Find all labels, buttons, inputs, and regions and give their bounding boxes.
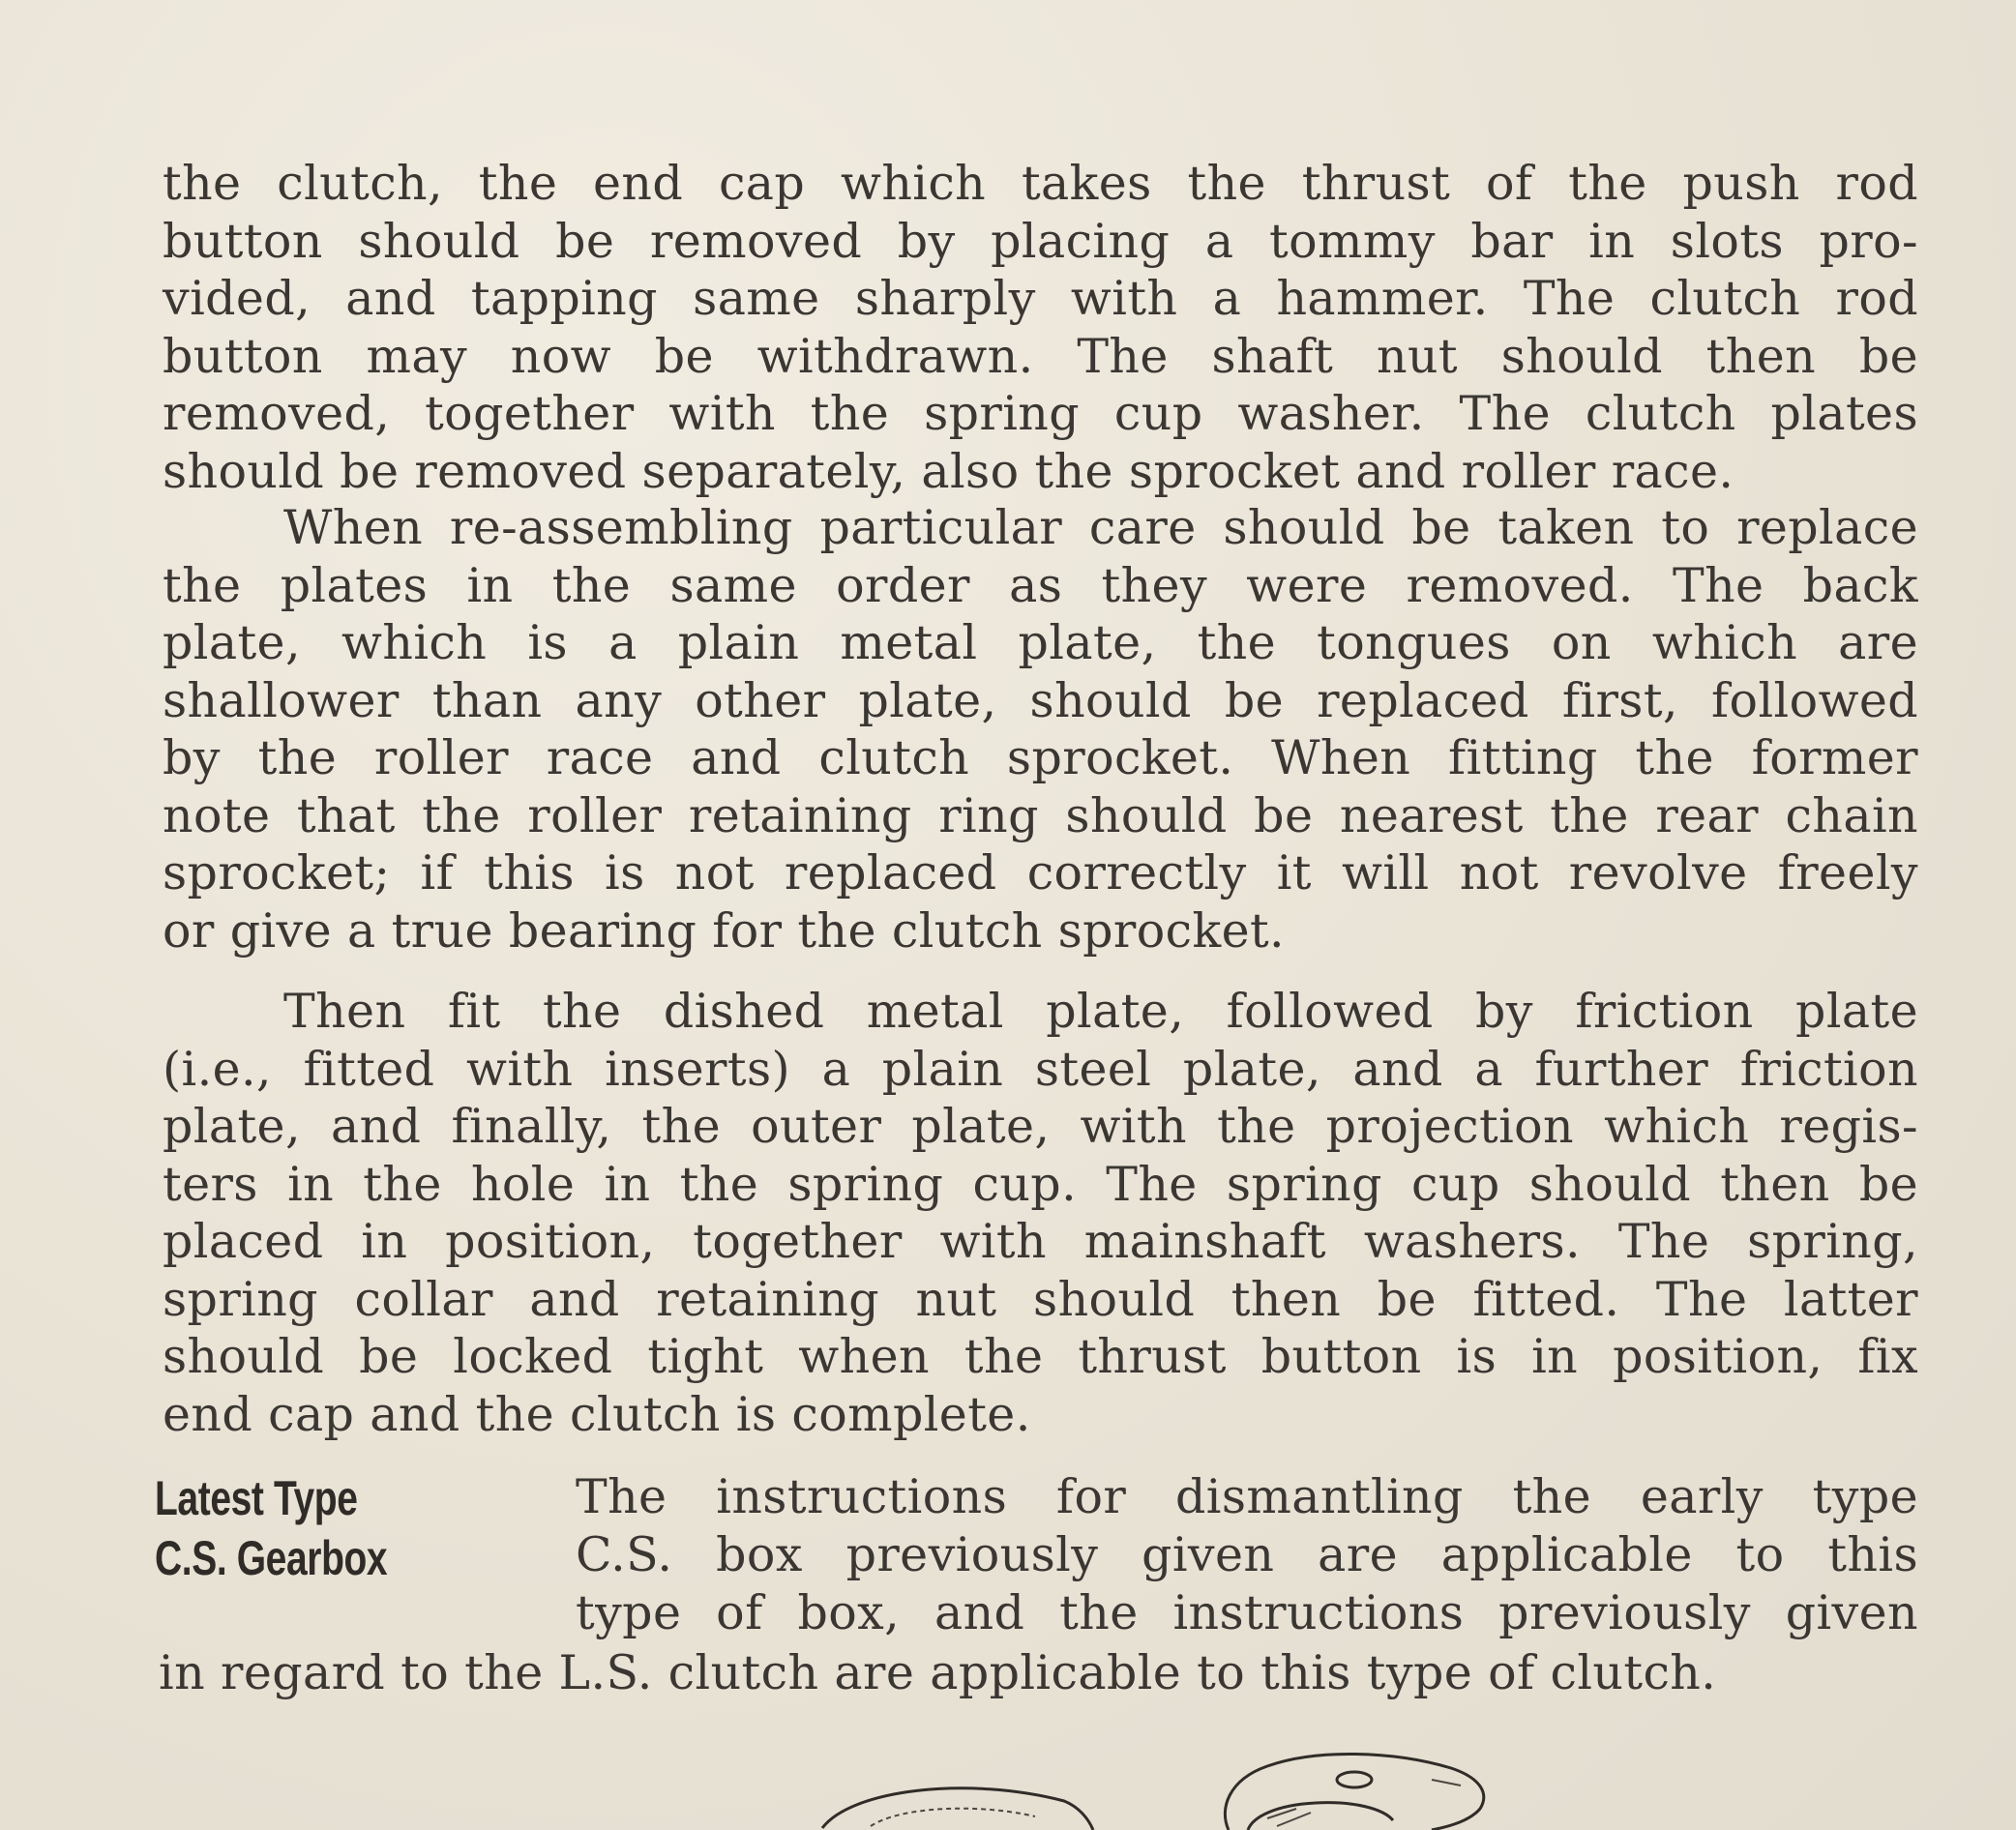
text-line: The instructions for dismantling the early type xyxy=(576,1469,1918,1524)
text-line: Then fit the dished metal plate, followed by friction plate xyxy=(283,984,1918,1039)
text-line: When re-assembling particular care should be taken to replace xyxy=(283,500,1918,555)
illustration-part-left-inner xyxy=(871,1809,1035,1826)
text-line: should be removed separately, also the sprocket and roller race. xyxy=(163,443,1734,499)
text-line: sprocket; if this is not replaced correctly it will not revolve freely xyxy=(163,845,1918,900)
text-line: by the roller race and clutch sprocket. When fitting the former xyxy=(163,730,1918,785)
text-line: note that the roller retaining ring should be nearest the rear chain xyxy=(163,787,1918,843)
illustration-bolt xyxy=(1337,1772,1372,1787)
text-line: button should be removed by placing a tommy bar in slots pro- xyxy=(163,213,1918,269)
text-line: (i.e., fitted with inserts) a plain steel plate, and a further friction xyxy=(163,1041,1918,1097)
side-heading-line: C.S. Gearbox xyxy=(155,1531,388,1585)
text-line: shallower than any other plate, should be replaced first, followed xyxy=(163,672,1918,728)
text-line: vided, and tapping same sharply with a hammer. The clutch rod xyxy=(163,271,1918,326)
text-line: should be locked tight when the thrust button is in position, fix xyxy=(163,1329,1918,1384)
text-line: plate, and finally, the outer plate, with the projection which regis- xyxy=(163,1099,1918,1154)
paragraph-clutch-removal xyxy=(163,155,1918,500)
text-line: button may now be withdrawn. The shaft nut should then be xyxy=(163,328,1918,384)
text-line: type of box, and the instructions previously given xyxy=(576,1585,1918,1640)
text-line: or give a true bearing for the clutch sprocket. xyxy=(163,902,1286,959)
illustration-part-right xyxy=(1225,1754,1483,1830)
text-line: placed in position, together with mainshaft washers. The spring, xyxy=(163,1214,1918,1269)
paragraph-fit-plates xyxy=(163,983,1918,1443)
text-line: the plates in the same order as they were removed. The back xyxy=(163,557,1918,613)
side-heading-line: Latest Type xyxy=(155,1471,358,1525)
illustration-part-right-hub xyxy=(1248,1803,1393,1830)
text-line: the clutch, the end cap which takes the thrust of the push rod xyxy=(163,156,1918,211)
text-line-final: in regard to the L.S. clutch are applicable to this type of clutch. xyxy=(159,1645,1717,1700)
side-heading xyxy=(155,1468,387,1588)
text-line: plate, which is a plain metal plate, the tongues on which are xyxy=(163,615,1918,670)
text-line: C.S. box previously given are applicable to this xyxy=(576,1527,1918,1582)
text-line: ters in the hole in the spring cup. The spring cup should then be xyxy=(163,1156,1918,1212)
text-line: end cap and the clutch is complete. xyxy=(163,1386,1031,1442)
paragraph-reassembling xyxy=(163,499,1918,959)
paragraph-latest-type xyxy=(576,1468,1918,1642)
clutch-illustration xyxy=(813,1712,1509,1830)
text-line: removed, together with the spring cup washer. The clutch plates xyxy=(163,386,1918,441)
text-line: spring collar and retaining nut should then be fitted. The latter xyxy=(163,1271,1918,1327)
